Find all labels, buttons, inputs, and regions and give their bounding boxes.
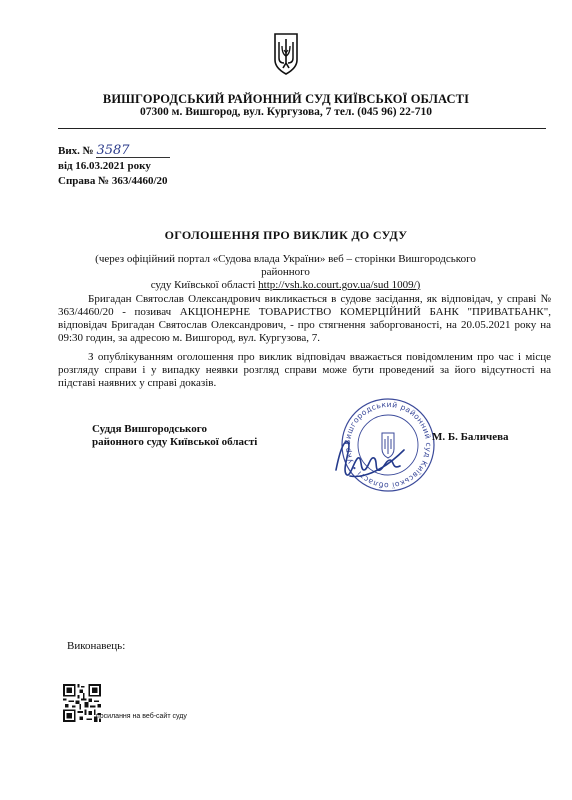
document-date: від 16.03.2021 року — [58, 160, 151, 172]
coat-of-arms-icon — [272, 30, 300, 76]
court-address: 07300 м. Вишгород, вул. Кургузова, 7 тел. (045 96) 22-710 — [140, 106, 432, 118]
judge-name: М. Б. Баличева — [432, 431, 509, 443]
court-website-link[interactable]: http://vsh.ko.court.gov.ua/sud 1009/) — [258, 279, 421, 291]
notice-subtitle — [88, 253, 483, 292]
summons-text: Бригадан Святослав Олександрович викликається в судове засідання, як відповідач, у справі № 363/4460/20 - позивач АКЦІОНЕРНЕ ТОВАРИСТВО КОМЕРЦІЙНИЙ БАНК "ПРИВАТБАНК", відповідач Бригадан Святослав Олександрович, - про стягнення заборгованості, на 20.05.2021 року на 09:30 годин, за адресою м. Вишгород, вул. Кургузова, 7. — [58, 293, 551, 344]
consequences-paragraph — [58, 351, 551, 390]
judge-title-line-1: Суддя Вишгородського — [92, 423, 207, 435]
outgoing-number-line — [58, 144, 170, 159]
judge-title — [92, 423, 257, 449]
header-divider — [58, 128, 546, 129]
judge-title-line-2: районного суду Київської області — [92, 436, 258, 448]
subtitle-line-2: суду Київської області — [150, 279, 256, 291]
outgoing-number: 3587 — [96, 145, 170, 158]
consequences-text: З опублікуванням оголошення про виклик відповідач вважається повідомленим про час і місце розгляду справи і у випадку неявки розгляд справи може бути проведений за його відсутності на підставі наявних у справі доказів. — [58, 351, 551, 389]
qr-caption: посилання на веб-сайт суду — [96, 713, 187, 720]
outgoing-label: Вих. № — [58, 145, 94, 157]
subtitle-line-1: (через офіційний портал «Судова влада України» веб – сторінки Вишгородського районного — [95, 253, 476, 278]
document-meta — [58, 144, 170, 189]
case-number: Справа № 363/4460/20 — [58, 175, 168, 187]
seal-text: Вишгородський районний суд Київської області • Укр — [342, 399, 434, 491]
summons-paragraph — [58, 293, 551, 345]
judge-signature — [330, 430, 410, 486]
executor-label: Виконавець: — [67, 640, 126, 652]
court-name: ВИШГОРОДСЬКИЙ РАЙОННИЙ СУД КИЇВСЬКОЇ ОБЛАСТІ — [102, 92, 470, 106]
notice-title: ОГОЛОШЕННЯ ПРО ВИКЛИК ДО СУДУ — [164, 228, 408, 242]
